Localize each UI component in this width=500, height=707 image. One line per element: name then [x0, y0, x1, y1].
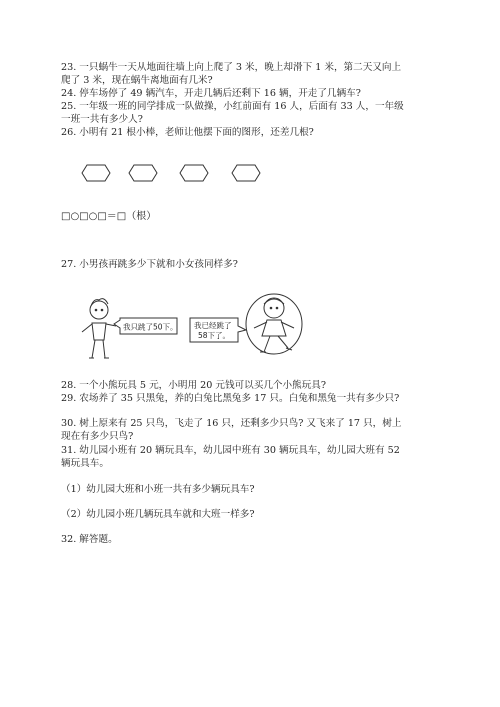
problem-31-line-1: 31. 幼儿园小班有 20 辆玩具车，幼儿园中班有 30 辆玩具车，幼儿园大班有 52 — [61, 445, 400, 456]
hexagon-figure-4 — [230, 163, 262, 183]
jump-rope-illustration — [74, 290, 404, 370]
problem-26-text: 26. 小明有 21 根小棒，老师让他摆下面的图形，还差几根? — [61, 127, 314, 138]
problem-31-line-2: 辆玩具车。 — [61, 458, 109, 469]
problem-25-line-1: 25. 一年级一班的同学排成一队做操，小红前面有 16 人，后面有 33 人，一年级 — [61, 101, 404, 112]
problem-23-line-1: 23. 一只蜗牛一天从地面往墙上向上爬了 3 米，晚上却滑下 1 米，第二天又向上 — [61, 62, 402, 73]
hexagon-figure-3 — [178, 163, 210, 183]
girl-figure — [246, 294, 302, 354]
problem-28-text: 28. 一个小熊玩具 5 元，小明用 20 元钱可以买几个小熊玩具? — [61, 380, 327, 391]
problem-29-text: 29. 农场养了 35 只黑兔，养的白兔比黑兔多 17 只。白兔和黑兔一共有多少只? — [61, 393, 400, 404]
problem-25-line-2: 一班一共有多少人? — [61, 114, 143, 125]
problem-30-line-1: 30. 树上原来有 25 只鸟，飞走了 16 只，还剩多少只鸟? 又飞来了 17 只，树上 — [61, 418, 402, 429]
boy-bubble-text: 我只跳了50下。 — [123, 322, 178, 332]
boy-speech-bubble — [114, 318, 178, 334]
problem-31-question-1: （1）幼儿园大班和小班一共有多少辆玩具车? — [61, 484, 255, 495]
hexagon-figures — [80, 163, 290, 185]
problem-32-text: 32. 解答题。 — [61, 534, 118, 545]
girl-bubble-text-1: 我已经跳了 — [194, 321, 232, 330]
boy-figure — [82, 299, 116, 358]
girl-speech-bubble — [190, 318, 246, 342]
hexagon-figure-2 — [127, 163, 159, 183]
problem-26-equation: □○□○□＝□（根） — [61, 211, 157, 222]
problem-31-question-2: （2）幼儿园小班几辆玩具车就和大班一样多? — [61, 509, 255, 520]
problem-27-text: 27. 小男孩再跳多少下就和小女孩同样多? — [61, 259, 238, 270]
girl-bubble-text-2: 58下了。 — [198, 331, 231, 340]
problem-24-text: 24. 停车场停了 49 辆汽车，开走几辆后还剩下 16 辆，开走了几辆车? — [61, 88, 361, 99]
problem-23-line-2: 爬了 3 米，现在蜗牛离地面有几米? — [61, 75, 213, 86]
problem-30-line-2: 现在有多少只鸟? — [61, 431, 134, 442]
hexagon-figure-1 — [80, 163, 112, 183]
